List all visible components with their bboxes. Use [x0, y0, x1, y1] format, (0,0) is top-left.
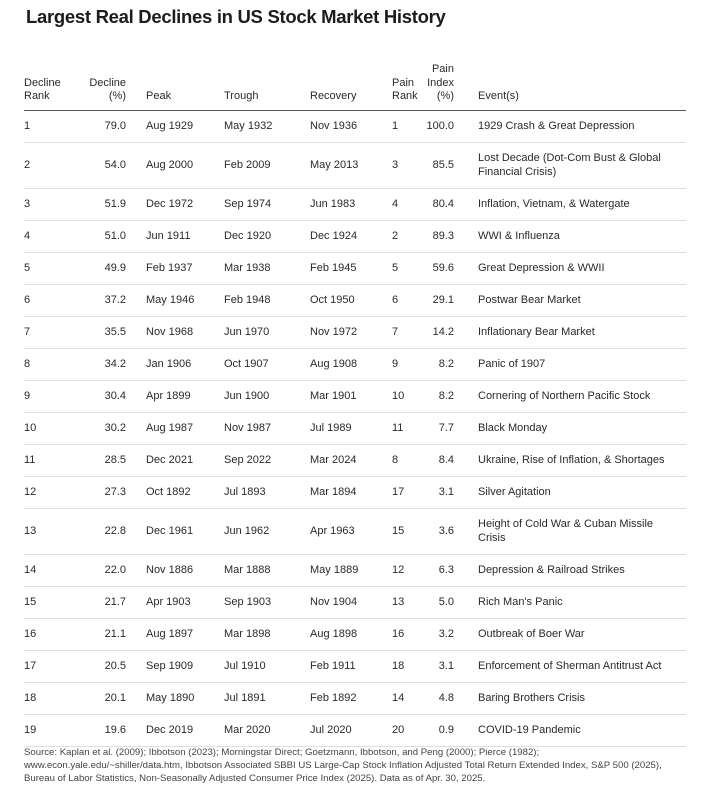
table-row [24, 619, 686, 651]
table-header [24, 52, 686, 111]
cell-pain-index: 3.1 [420, 651, 454, 683]
cell-pain-rank: 12 [372, 555, 420, 587]
cell-peak: Nov 1886 [126, 555, 204, 587]
cell-pain-index: 80.4 [420, 189, 454, 221]
cell-decline-pct: 20.5 [72, 651, 126, 683]
cell-pain-rank: 10 [372, 381, 420, 413]
table-row [24, 111, 686, 143]
cell-decline-rank: 8 [24, 349, 72, 381]
cell-recovery: Jun 1983 [290, 189, 372, 221]
cell-pain-rank: 18 [372, 651, 420, 683]
cell-pain-index: 8.4 [420, 445, 454, 477]
header-line: Index [427, 76, 454, 89]
header-line: Rank [24, 90, 50, 103]
cell-decline-pct: 34.2 [72, 349, 126, 381]
cell-recovery: Aug 1908 [290, 349, 372, 381]
cell-peak: Aug 1897 [126, 619, 204, 651]
header-line: Peak [146, 90, 172, 103]
source-note: Source: Kaplan et al. (2009); Ibbotson (2023); Morningstar Direct; Goetzmann, Ibbotson, and Peng (2000); Pierce (1982); www.econ.yale.edu/~shiller/data.htm, Ibbotson Associated SBBI US Large-Cap Stock Inflation Adjusted Total Return Extended Index, S&P 500 (2025), Bureau of Labor Statistics, Non-Seasonally Adjusted Consumer Price Index (2025). Data as of Apr. 30, 2025. [24, 747, 662, 785]
cell-recovery: Mar 1901 [290, 381, 372, 413]
cell-trough: Oct 1907 [204, 349, 290, 381]
cell-pain-index: 14.2 [420, 317, 454, 349]
cell-recovery: May 1889 [290, 555, 372, 587]
cell-pain-index: 29.1 [420, 285, 454, 317]
cell-pain-index: 3.1 [420, 477, 454, 509]
cell-recovery: Feb 1892 [290, 683, 372, 715]
cell-pain-rank: 11 [372, 413, 420, 445]
cell-recovery: Feb 1945 [290, 253, 372, 285]
cell-decline-pct: 51.0 [72, 221, 126, 253]
cell-decline-rank: 5 [24, 253, 72, 285]
header-decline-pct [72, 52, 126, 111]
cell-trough: Jul 1893 [204, 477, 290, 509]
cell-trough: Sep 1974 [204, 189, 290, 221]
table-row [24, 477, 686, 509]
cell-pain-index: 3.6 [420, 509, 454, 555]
cell-event: Ukraine, Rise of Inflation, & Shortages [454, 445, 686, 477]
cell-pain-index: 5.0 [420, 587, 454, 619]
header-decline-rank [24, 52, 72, 111]
cell-peak: Dec 1972 [126, 189, 204, 221]
cell-event: Baring Brothers Crisis [454, 683, 686, 715]
cell-event: Outbreak of Boer War [454, 619, 686, 651]
cell-peak: Aug 2000 [126, 143, 204, 189]
table-row [24, 555, 686, 587]
cell-pain-rank: 6 [372, 285, 420, 317]
cell-pain-rank: 15 [372, 509, 420, 555]
table-row [24, 349, 686, 381]
cell-peak: Jun 1911 [126, 221, 204, 253]
table-body [24, 111, 686, 747]
header-pain-rank [372, 52, 420, 111]
cell-pain-index: 8.2 [420, 349, 454, 381]
table-row [24, 413, 686, 445]
cell-decline-rank: 6 [24, 285, 72, 317]
cell-peak: May 1946 [126, 285, 204, 317]
cell-pain-rank: 8 [372, 445, 420, 477]
cell-trough: Sep 2022 [204, 445, 290, 477]
cell-decline-rank: 11 [24, 445, 72, 477]
cell-decline-pct: 22.0 [72, 555, 126, 587]
table-row [24, 587, 686, 619]
cell-trough: Feb 2009 [204, 143, 290, 189]
cell-recovery: Nov 1936 [290, 111, 372, 143]
cell-pain-index: 89.3 [420, 221, 454, 253]
cell-trough: Sep 1903 [204, 587, 290, 619]
cell-pain-rank: 9 [372, 349, 420, 381]
table-row [24, 317, 686, 349]
header-line: Pain [392, 76, 415, 89]
cell-recovery: Nov 1904 [290, 587, 372, 619]
cell-trough: Mar 2020 [204, 715, 290, 747]
cell-recovery: Dec 1924 [290, 221, 372, 253]
header-line: Recovery [310, 90, 357, 103]
cell-event: Great Depression & WWII [454, 253, 686, 285]
cell-trough: Dec 1920 [204, 221, 290, 253]
cell-decline-pct: 35.5 [72, 317, 126, 349]
table-row [24, 445, 686, 477]
cell-peak: Aug 1929 [126, 111, 204, 143]
cell-trough: Jul 1910 [204, 651, 290, 683]
cell-decline-rank: 7 [24, 317, 72, 349]
cell-event: Lost Decade (Dot-Com Bust & Global Financial Crisis) [454, 143, 686, 189]
cell-event: Height of Cold War & Cuban Missile Crisis [454, 509, 686, 555]
header-line: (%) [108, 90, 126, 103]
header-line: Decline [24, 76, 61, 89]
cell-pain-rank: 16 [372, 619, 420, 651]
cell-pain-index: 59.6 [420, 253, 454, 285]
cell-decline-pct: 37.2 [72, 285, 126, 317]
cell-trough: Feb 1948 [204, 285, 290, 317]
cell-trough: Jun 1900 [204, 381, 290, 413]
table-row [24, 381, 686, 413]
cell-event: Silver Agitation [454, 477, 686, 509]
cell-pain-index: 0.9 [420, 715, 454, 747]
cell-event: Depression & Railroad Strikes [454, 555, 686, 587]
cell-event: Inflationary Bear Market [454, 317, 686, 349]
header-events [454, 52, 686, 111]
cell-pain-rank: 4 [372, 189, 420, 221]
cell-pain-index: 3.2 [420, 619, 454, 651]
header-line: Decline [89, 76, 126, 89]
cell-decline-rank: 15 [24, 587, 72, 619]
cell-decline-pct: 21.1 [72, 619, 126, 651]
cell-decline-pct: 20.1 [72, 683, 126, 715]
cell-pain-rank: 5 [372, 253, 420, 285]
table-row [24, 683, 686, 715]
table-row [24, 221, 686, 253]
cell-decline-pct: 27.3 [72, 477, 126, 509]
cell-recovery: Mar 1894 [290, 477, 372, 509]
cell-trough: Mar 1888 [204, 555, 290, 587]
header-recovery [290, 52, 372, 111]
table-row [24, 509, 686, 555]
cell-trough: Mar 1898 [204, 619, 290, 651]
header-line: Rank [392, 90, 418, 103]
cell-pain-rank: 17 [372, 477, 420, 509]
cell-decline-rank: 12 [24, 477, 72, 509]
cell-peak: Feb 1937 [126, 253, 204, 285]
cell-decline-pct: 79.0 [72, 111, 126, 143]
table-row [24, 143, 686, 189]
table-row [24, 253, 686, 285]
cell-peak: Sep 1909 [126, 651, 204, 683]
cell-pain-index: 85.5 [420, 143, 454, 189]
cell-event: Panic of 1907 [454, 349, 686, 381]
cell-decline-pct: 21.7 [72, 587, 126, 619]
cell-recovery: Oct 1950 [290, 285, 372, 317]
cell-peak: Dec 2021 [126, 445, 204, 477]
cell-recovery: Apr 1963 [290, 509, 372, 555]
page-title: Largest Real Declines in US Stock Market History [26, 6, 446, 27]
cell-decline-pct: 28.5 [72, 445, 126, 477]
cell-event: COVID-19 Pandemic [454, 715, 686, 747]
cell-trough: Jun 1970 [204, 317, 290, 349]
cell-decline-rank: 13 [24, 509, 72, 555]
cell-event: Black Monday [454, 413, 686, 445]
cell-decline-rank: 2 [24, 143, 72, 189]
cell-recovery: Feb 1911 [290, 651, 372, 683]
cell-event: Postwar Bear Market [454, 285, 686, 317]
cell-peak: May 1890 [126, 683, 204, 715]
header-pain-index [420, 52, 454, 111]
cell-recovery: Jul 1989 [290, 413, 372, 445]
cell-trough: Jul 1891 [204, 683, 290, 715]
cell-trough: Nov 1987 [204, 413, 290, 445]
cell-decline-rank: 19 [24, 715, 72, 747]
cell-pain-rank: 20 [372, 715, 420, 747]
cell-decline-pct: 49.9 [72, 253, 126, 285]
cell-trough: Jun 1962 [204, 509, 290, 555]
cell-decline-rank: 10 [24, 413, 72, 445]
cell-decline-rank: 14 [24, 555, 72, 587]
declines-table [24, 52, 686, 747]
cell-pain-index: 100.0 [420, 111, 454, 143]
cell-recovery: Nov 1972 [290, 317, 372, 349]
cell-peak: Oct 1892 [126, 477, 204, 509]
header-peak [126, 52, 204, 111]
header-trough [204, 52, 290, 111]
header-line: Event(s) [478, 90, 519, 103]
cell-decline-rank: 3 [24, 189, 72, 221]
cell-event: Inflation, Vietnam, & Watergate [454, 189, 686, 221]
cell-pain-rank: 7 [372, 317, 420, 349]
cell-event: Rich Man's Panic [454, 587, 686, 619]
cell-decline-rank: 1 [24, 111, 72, 143]
cell-pain-rank: 13 [372, 587, 420, 619]
cell-pain-index: 8.2 [420, 381, 454, 413]
cell-pain-index: 6.3 [420, 555, 454, 587]
cell-decline-pct: 19.6 [72, 715, 126, 747]
table-row [24, 715, 686, 747]
cell-event: WWI & Influenza [454, 221, 686, 253]
cell-decline-pct: 51.9 [72, 189, 126, 221]
cell-pain-index: 7.7 [420, 413, 454, 445]
cell-pain-rank: 3 [372, 143, 420, 189]
cell-decline-pct: 22.8 [72, 509, 126, 555]
cell-decline-pct: 30.4 [72, 381, 126, 413]
header-line: (%) [436, 90, 454, 103]
cell-recovery: May 2013 [290, 143, 372, 189]
table-row [24, 651, 686, 683]
table-row [24, 189, 686, 221]
cell-decline-rank: 4 [24, 221, 72, 253]
table-row [24, 285, 686, 317]
cell-event: Enforcement of Sherman Antitrust Act [454, 651, 686, 683]
cell-peak: Dec 2019 [126, 715, 204, 747]
header-line: Pain [431, 62, 454, 75]
cell-event: Cornering of Northern Pacific Stock [454, 381, 686, 413]
cell-recovery: Aug 1898 [290, 619, 372, 651]
cell-decline-rank: 17 [24, 651, 72, 683]
cell-peak: Aug 1987 [126, 413, 204, 445]
cell-decline-pct: 54.0 [72, 143, 126, 189]
cell-peak: Apr 1899 [126, 381, 204, 413]
cell-recovery: Mar 2024 [290, 445, 372, 477]
cell-event: 1929 Crash & Great Depression [454, 111, 686, 143]
cell-pain-rank: 1 [372, 111, 420, 143]
cell-trough: Mar 1938 [204, 253, 290, 285]
cell-pain-rank: 2 [372, 221, 420, 253]
cell-peak: Nov 1968 [126, 317, 204, 349]
cell-decline-rank: 16 [24, 619, 72, 651]
cell-peak: Dec 1961 [126, 509, 204, 555]
cell-decline-rank: 18 [24, 683, 72, 715]
cell-pain-rank: 14 [372, 683, 420, 715]
cell-peak: Jan 1906 [126, 349, 204, 381]
header-line: Trough [224, 90, 259, 103]
cell-peak: Apr 1903 [126, 587, 204, 619]
cell-recovery: Jul 2020 [290, 715, 372, 747]
cell-trough: May 1932 [204, 111, 290, 143]
cell-pain-index: 4.8 [420, 683, 454, 715]
cell-decline-pct: 30.2 [72, 413, 126, 445]
cell-decline-rank: 9 [24, 381, 72, 413]
